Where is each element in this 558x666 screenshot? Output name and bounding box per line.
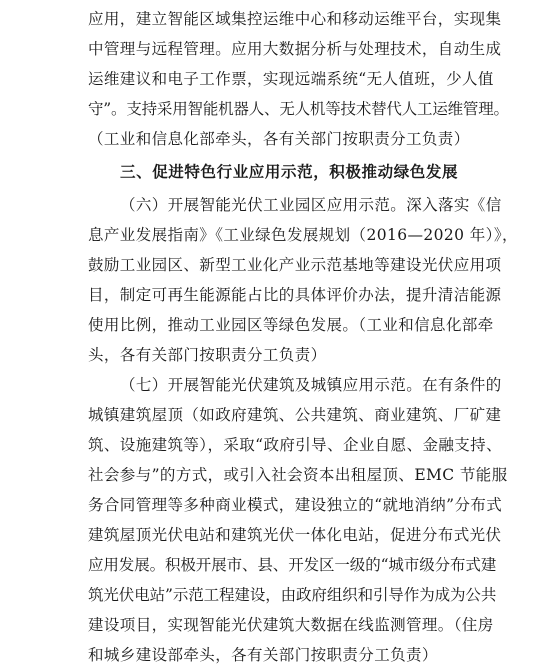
- text-line: 守”。支持采用智能机器人、无人机等技术替代人工运维管理。: [88, 100, 509, 118]
- text-line: 中管理与远程管理。应用大数据分析与处理技术，自动生成: [88, 40, 502, 58]
- text-line: （六）开展智能光伏工业园区应用示范。深入落实《信: [120, 196, 502, 214]
- section-heading: 三、促进特色行业应用示范，积极推动绿色发展: [120, 162, 459, 181]
- text-line: 运维建议和电子工作票，实现远端系统“无人值班，少人值: [88, 70, 494, 88]
- text-line: 社会参与”的方式，或引入社会资本出租屋顶、EMC 节能服: [88, 466, 508, 484]
- text-line: 息产业发展指南》《工业绿色发展规划（2016—2020 年）》，: [88, 226, 518, 244]
- text-line: 城镇建筑屋顶（如政府建筑、公共建筑、商业建筑、厂矿建: [88, 406, 502, 424]
- text-line: 使用比例，推动工业园区等绿色发展。（工业和信息化部牵: [88, 316, 494, 334]
- text-line: 筑光伏电站”示范工程建设，由政府组织和引导作为成为公共: [88, 586, 497, 604]
- text-line: 鼓励工业园区、新型工业化产业示范基地等建设光伏应用项: [88, 256, 502, 274]
- text-line: 应用，建立智能区域集控运维中心和移动运维平台，实现集: [88, 10, 502, 28]
- text-line: 和城乡建设部牵头，各有关部门按职责分工负责）: [88, 646, 438, 664]
- text-line: 建设项目，实现智能光伏建筑大数据在线监测管理。（住房: [88, 616, 494, 634]
- text-line: 筑、设施建筑等），采取“政府引导、企业自愿、金融支持、: [88, 436, 502, 454]
- text-line: （七）开展智能光伏建筑及城镇应用示范。在有条件的: [120, 376, 502, 394]
- text-line: 头，各有关部门按职责分工负责）: [88, 346, 327, 364]
- text-line: 应用发展。积极开展市、县、开发区一级的“城市级分布式建: [88, 556, 497, 574]
- text-line: （工业和信息化部牵头，各有关部门按职责分工负责）: [88, 130, 470, 148]
- text-line: 务合同管理等多种商业模式，建设独立的“就地消纳”分布式: [88, 496, 503, 514]
- text-line: 目，制定可再生能源能占比的具体评价办法，提升清洁能源: [88, 286, 502, 304]
- text-line: 建筑屋顶光伏电站和建筑光伏一体化电站，促进分布式光伏: [88, 526, 502, 544]
